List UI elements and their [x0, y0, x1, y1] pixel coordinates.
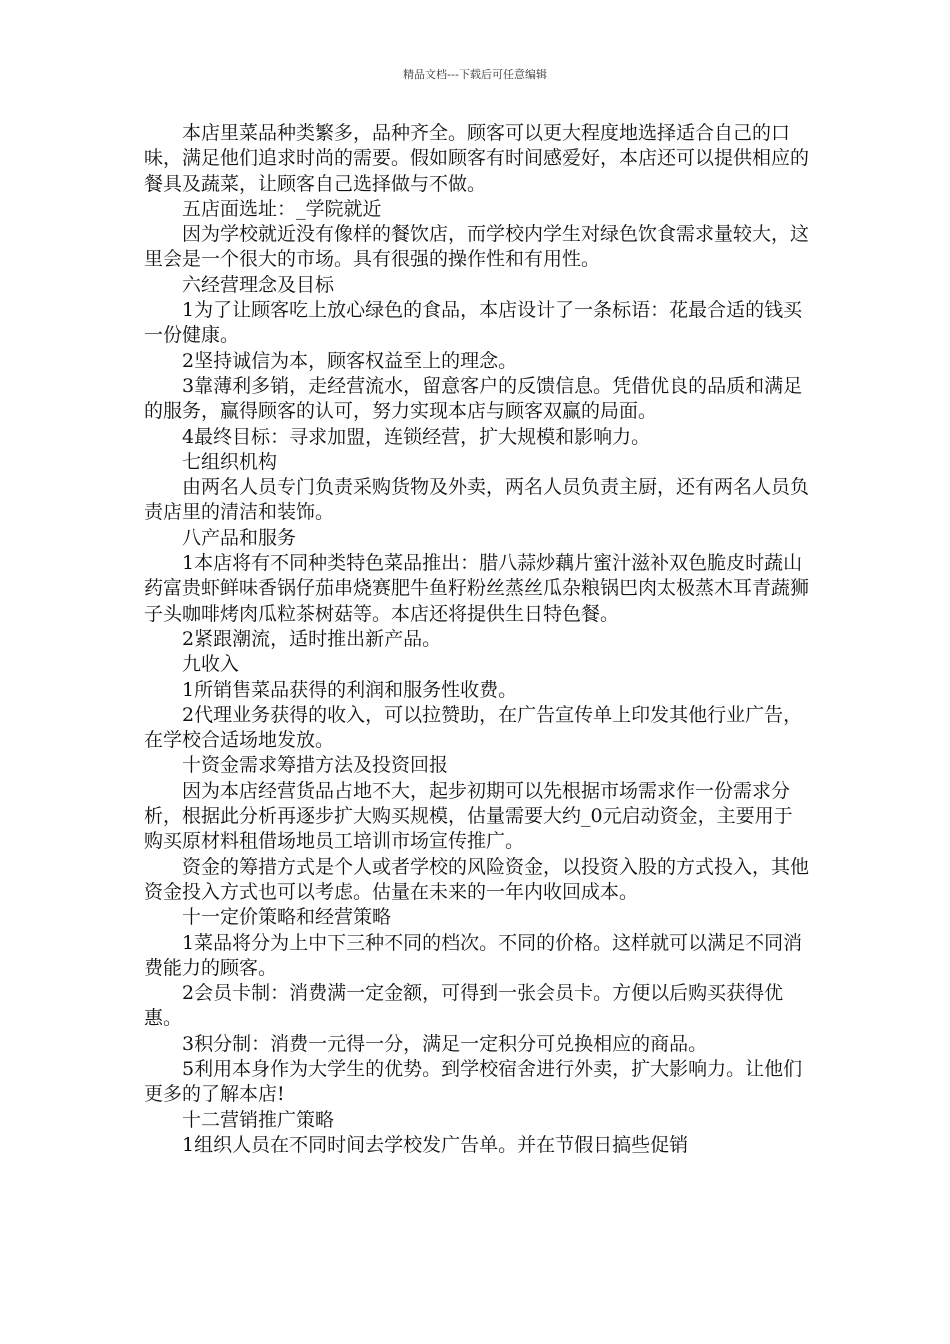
- paragraph-income-1: 1所销售菜品获得的利润和服务性收费。: [182, 678, 518, 701]
- paragraph-marketing-1: 1组织人员在不同时间去学校发广告单。并在节假日搞些促销: [182, 1133, 689, 1156]
- heading-location: 五店面选址：_学院就近: [182, 197, 382, 220]
- paragraph-organization: 由两名人员专门负责采购货物及外卖，两名人员负责主厨，还有两名人员负责店里的清洁和装饰。: [144, 476, 810, 524]
- page-header: 精品文档---下载后可任意编辑: [403, 68, 547, 81]
- paragraph-funding-2: 资金的筹措方式是个人或者学校的风险资金，以投资入股的方式投入，其他资金投入方式也可以考虑。估量在未来的一年内收回成本。: [144, 855, 810, 903]
- paragraph-pricing-5: 5利用本身作为大学生的优势。到学校宿舍进行外卖，扩大影响力。让他们更多的了解本店!: [144, 1057, 803, 1106]
- heading-organization: 七组织机构: [182, 450, 278, 473]
- paragraph-goal-1: 1为了让顾客吃上放心绿色的食品，本店设计了一条标语：花最合适的钱买一份健康。: [144, 299, 803, 347]
- paragraph-goal-4: 4最终目标：寻求加盟，连锁经营，扩大规模和影响力。: [182, 425, 651, 448]
- paragraph-income-2: 2代理业务获得的收入，可以拉赞助，在广告宣传单上印发其他行业广告，在学校合适场地发放。: [144, 703, 803, 752]
- paragraph-goal-3: 3靠薄利多销，走经营流水，留意客户的反馈信息。凭借优良的品质和满足的服务，赢得顾客的认可，努力实现本店与顾客双赢的局面。: [144, 374, 803, 423]
- heading-income: 九收入: [182, 653, 240, 676]
- paragraph-intro-menu: 本店里菜品种类繁多，品种齐全。顾客可以更大程度地选择适合自己的口味，满足他们追求时尚的需要。假如顾客有时间感爱好，本店还可以提供相应的餐具及蔬菜，让顾客自己选择做与不做。: [144, 122, 810, 195]
- paragraph-goal-2: 2坚持诚信为本，顾客权益至上的理念。: [182, 349, 518, 372]
- paragraph-products-2: 2紧跟潮流，适时推出新产品。: [182, 627, 442, 650]
- document-body: [144, 121, 810, 1158]
- paragraph-pricing-2: 2会员卡制：消费满一定金额，可得到一张会员卡。方便以后购买获得优惠。: [144, 982, 784, 1030]
- paragraph-products-1: 1本店将有不同种类特色菜品推出：腊八蒜炒藕片蜜汁滋补双色脆皮时蔬山药富贵虾鲜味香锅仔茄串烧赛肥牛鱼籽粉丝蒸丝瓜杂粮锅巴肉太极蒸木耳青蔬狮子头咖啡烤肉瓜粒茶树菇等。本店还将提供生日特色餐。: [144, 552, 810, 625]
- heading-funding: 十资金需求筹措方法及投资回报: [182, 754, 449, 777]
- paragraph-location: 因为学校就近没有像样的餐饮店，而学校内学生对绿色饮食需求量较大，这里会是一个很大的市场。具有很强的操作性和有用性。: [144, 223, 810, 271]
- paragraph-pricing-3: 3积分制：消费一元得一分，满足一定积分可兑换相应的商品。: [182, 1032, 708, 1055]
- paragraph-funding-1: 因为本店经营货品占地不大，起步初期可以先根据市场需求作一份需求分析，根据此分析再逐步扩大购买规模，估量需要大约_0元启动资金，主要用于购买原材料租借场地员工培训市场宣传推广。: [144, 779, 793, 853]
- heading-products-services: 八产品和服务: [182, 526, 297, 549]
- paragraph-pricing-1: 1菜品将分为上中下三种不同的档次。不同的价格。这样就可以满足不同消费能力的顾客。: [144, 931, 803, 979]
- heading-pricing-strategy: 十一定价策略和经营策略: [182, 906, 392, 929]
- heading-marketing: 十二营销推广策略: [182, 1108, 335, 1131]
- heading-philosophy-goals: 六经营理念及目标: [182, 273, 335, 296]
